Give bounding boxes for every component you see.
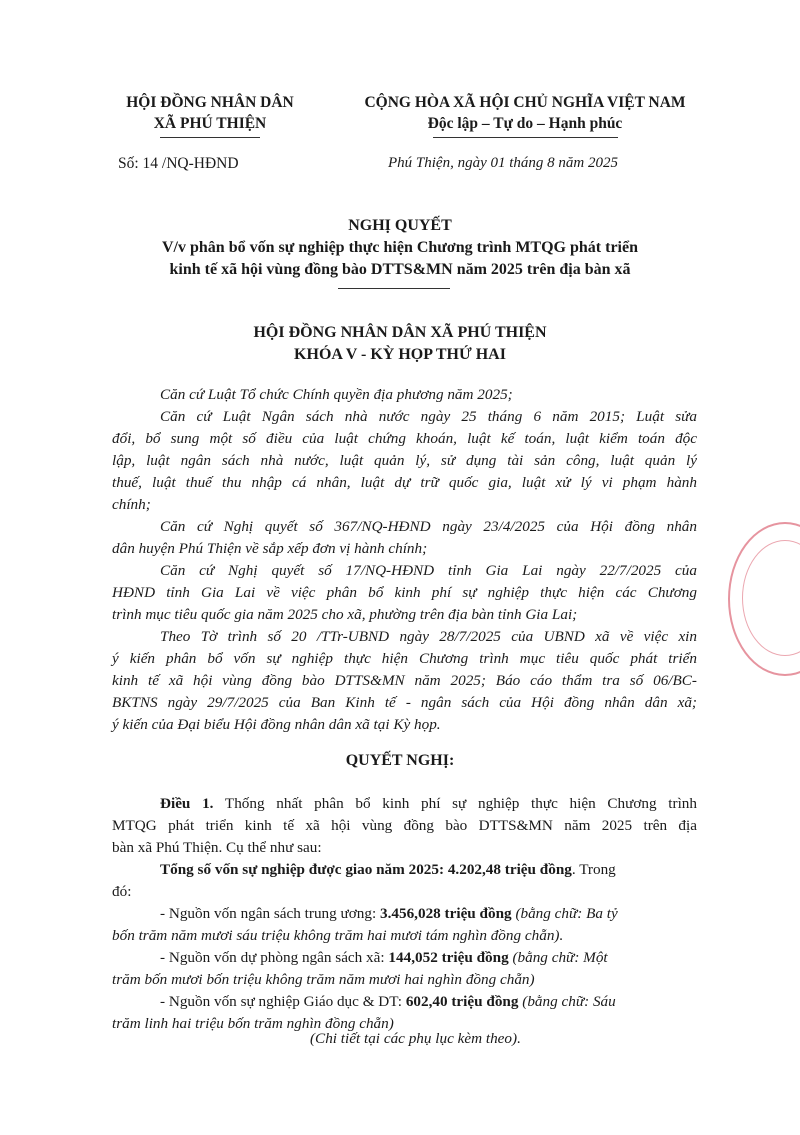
source-label: - Nguồn vốn sự nghiệp Giáo dục & DT: (160, 993, 406, 1010)
preamble-line: HĐND tỉnh Gia Lai về việc phân bổ kinh phí sự nghiệp thực hiện các Chương (112, 584, 697, 601)
article-label: Điều 1. (160, 795, 214, 812)
preamble-line: đổi, bổ sung một số điều của luật chứng khoán, luật kế toán, luật kiểm toán độc (112, 430, 697, 447)
total-funding-tail: . Trong (571, 861, 616, 878)
preamble-line: Căn cứ Luật Ngân sách nhà nước ngày 25 tháng 6 năm 2015; Luật sửa (160, 408, 697, 425)
article-1-line: bàn xã Phú Thiện. Cụ thể như sau: (112, 839, 322, 856)
source-label: - Nguồn vốn dự phòng ngân sách xã: (160, 949, 389, 966)
preamble-line: Theo Tờ trình số 20 /TTr-UBND ngày 28/7/2025 của UBND xã về việc xin (160, 628, 697, 645)
source-label: - Nguồn vốn ngân sách trung ương: (160, 905, 380, 922)
document-number: Số: 14 /NQ-HĐND (118, 155, 239, 172)
agency-line-1: HỘI ĐỒNG NHÂN DÂN (126, 94, 294, 111)
title-subject-line-2: kinh tế xã hội vùng đồng bào DTTS&MN năm 2025 trên địa bàn xã (169, 261, 631, 278)
preamble-line: BKTNS ngày 29/7/2025 của Ban Kinh tế - ngân sách của Hội đồng nhân dân xã; (112, 694, 697, 711)
preamble-line: Căn cứ Luật Tổ chức Chính quyền địa phương năm 2025; (160, 386, 513, 403)
source-words: (bằng chữ: Ba tỷ (511, 905, 618, 922)
funding-source-line (112, 903, 697, 925)
preamble-line: kinh tế xã hội vùng đồng bào DTTS&MN năm 2025; Báo cáo thẩm tra số 06/BC- (112, 672, 697, 689)
preamble-line: ý kiến phân bổ vốn sự nghiệp thực hiện Chương trình mục tiêu quốc phát triển (112, 650, 697, 667)
source-amount: 602,40 triệu đồng (405, 993, 519, 1010)
issuing-agency (105, 92, 315, 134)
article-1-line: MTQG phát triển kinh tế xã hội vùng đồng bào DTTS&MN năm 2025 trên địa (112, 817, 697, 834)
national-title-line-1: CỘNG HÒA XÃ HỘI CHỦ NGHĨA VIỆT NAM (364, 94, 686, 111)
preamble-line: chính; (112, 496, 151, 513)
national-title (330, 92, 720, 134)
preamble-line: dân huyện Phú Thiện về sắp xếp đơn vị hành chính; (112, 540, 428, 557)
title-subject-line-1: V/v phân bổ vốn sự nghiệp thực hiện Chương trình MTQG phát triển (162, 239, 638, 256)
total-funding: Tổng số vốn sự nghiệp được giao năm 2025: 4.202,48 triệu đồng (160, 861, 572, 878)
preamble-line: Căn cứ Nghị quyết số 367/NQ-HĐND ngày 23/4/2025 của Hội đồng nhân (160, 518, 697, 535)
total-funding-line (112, 859, 697, 881)
title-type: NGHỊ QUYẾT (348, 217, 452, 234)
source-words: (bằng chữ: Một (508, 949, 608, 966)
council-name: HỘI ĐỒNG NHÂN DÂN XÃ PHÚ THIỆN (253, 324, 547, 341)
source-amount: 144,052 triệu đồng (388, 949, 509, 966)
preamble-line: thuế, luật thuế thu nhập cá nhân, luật dự trữ quốc gia, luật xử lý vi phạm hành (112, 474, 697, 491)
preamble-line: Căn cứ Nghị quyết số 17/NQ-HĐND tỉnh Gia Lai ngày 22/7/2025 của (160, 562, 697, 579)
national-motto: Độc lập – Tự do – Hạnh phúc (427, 115, 623, 132)
funding-source-words-line: bốn trăm năm mươi sáu triệu không trăm hai mươi tám nghìn đồng chẵn). (112, 927, 564, 944)
source-words: (bằng chữ: Sáu (518, 993, 616, 1010)
appendix-note: (Chi tiết tại các phụ lục kèm theo). (310, 1030, 521, 1047)
title-underline (338, 288, 450, 289)
funding-source-words-line: trăm bốn mươi bốn triệu không trăm năm mươi hai nghìn đồng chẵn) (112, 971, 535, 988)
decision-heading: QUYẾT NGHỊ: (345, 752, 455, 769)
article-1-line (112, 793, 697, 815)
preamble-line: trình mục tiêu quốc gia năm 2025 cho xã, phường trên địa bàn tỉnh Gia Lai; (112, 606, 578, 623)
funding-source-line (112, 991, 697, 1013)
agency-line-2: XÃ PHÚ THIỆN (153, 115, 267, 132)
document-title (100, 215, 700, 281)
document-date: Phú Thiện, ngày 01 tháng 8 năm 2025 (388, 155, 618, 171)
preamble-line: ý kiến của Đại biểu Hội đồng nhân dân xã tại Kỳ họp. (112, 716, 441, 733)
article-1-text: Thống nhất phân bổ kinh phí sự nghiệp thực hiện Chương trình (213, 795, 697, 812)
preamble-line: lập, luật ngân sách nhà nước, luật quản lý, sử dụng tài sản công, luật quản lý (112, 452, 697, 469)
funding-source-words-line: trăm linh hai triệu bốn trăm nghìn đồng chẵn) (112, 1015, 394, 1032)
funding-source-line (112, 947, 697, 969)
article-1 (112, 793, 697, 1035)
total-funding-line-2: đó: (112, 883, 132, 900)
agency-underline (160, 137, 260, 138)
council-heading (100, 322, 700, 366)
preamble (112, 384, 697, 736)
motto-underline (433, 137, 618, 138)
council-session: KHÓA V - KỲ HỌP THỨ HAI (294, 346, 506, 363)
source-amount: 3.456,028 triệu đồng (380, 905, 512, 922)
